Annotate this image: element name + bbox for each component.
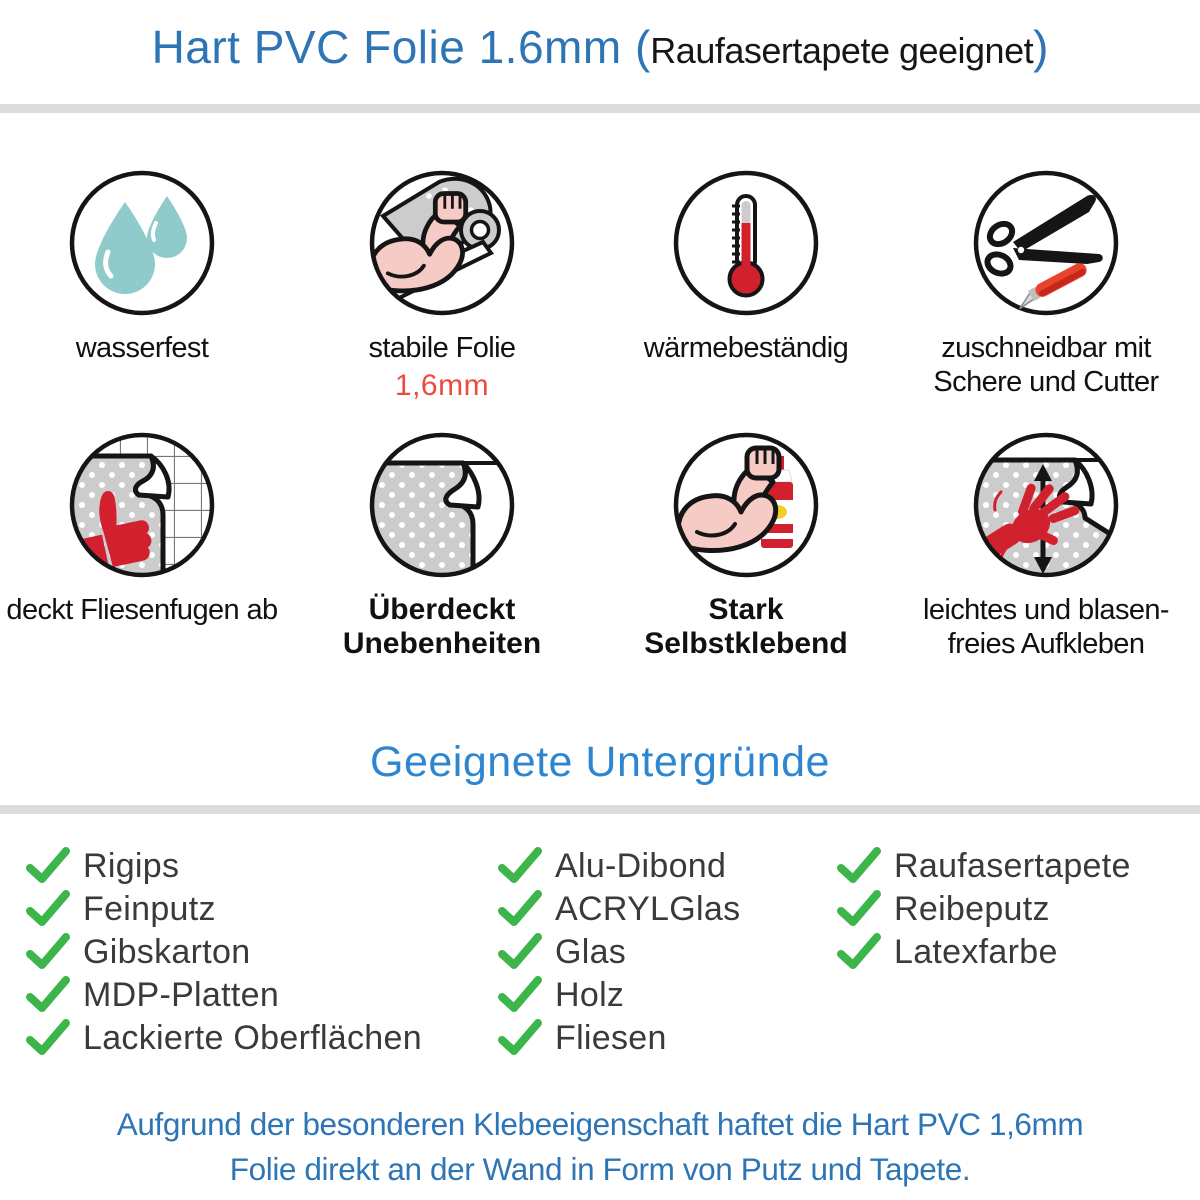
surface-item: Rigips — [25, 849, 422, 883]
scissors-cutter-icon — [971, 168, 1121, 318]
title-paren-note: Raufasertapete geeignet — [650, 30, 1034, 71]
check-icon — [25, 847, 71, 885]
check-icon — [25, 976, 71, 1014]
feature-caption: leichtes und blasen- freies Aufkleben — [923, 594, 1169, 660]
feature-ueberdeckt-unebenheiten — [292, 430, 592, 661]
hand-smoothing-film-icon — [971, 430, 1121, 580]
footer-note-line: Folie direkt an der Wand in Form von Putz und Tapete. — [229, 1151, 971, 1187]
check-icon — [497, 976, 543, 1014]
surface-item: Lackierte Oberflächen — [25, 1021, 422, 1055]
title-paren-open: ( — [634, 21, 651, 73]
feature-stark-selbstklebend — [596, 430, 896, 661]
thermometer-icon — [671, 168, 821, 318]
feature-caption: wasserfest — [75, 332, 209, 364]
title-main: Hart PVC Folie 1.6mm — [151, 21, 635, 73]
check-icon — [497, 933, 543, 971]
surface-item: Holz — [497, 978, 740, 1012]
feature-zuschneidbar — [896, 168, 1196, 399]
surface-item: Raufasertapete — [836, 849, 1131, 883]
feature-caption: Stark Selbstklebend — [644, 593, 848, 660]
feature-stabile-folie — [292, 168, 592, 403]
divider-bar-middle — [0, 805, 1200, 814]
feature-deckt-fliesenfugen — [0, 430, 292, 627]
surface-item: Reibeputz — [836, 892, 1131, 926]
water-drops-icon — [67, 168, 217, 318]
check-icon — [497, 890, 543, 928]
divider-bar-top — [0, 104, 1200, 113]
surfaces-heading: Geeignete Untergründe — [370, 738, 830, 786]
surfaces-column-3 — [836, 846, 1131, 978]
feature-leichtes-aufkleben — [896, 430, 1196, 661]
surface-item: Glas — [497, 935, 740, 969]
feature-caption: deckt Fliesenfugen ab — [6, 594, 278, 626]
surfaces-column-2 — [497, 846, 741, 1064]
surface-item: MDP-Platten — [25, 978, 422, 1012]
feature-caption: stabile Folie 1,6mm — [292, 331, 592, 403]
check-icon — [497, 847, 543, 885]
check-icon — [836, 933, 882, 971]
page-title — [0, 20, 1200, 86]
surface-item: Latexfarbe — [836, 935, 1131, 969]
check-icon — [25, 1019, 71, 1057]
muscle-arm-glue-tube-icon — [671, 430, 821, 580]
check-icon — [836, 890, 882, 928]
surface-item: Alu-Dibond — [497, 849, 740, 883]
muscle-arm-film-roll-icon — [367, 168, 517, 318]
feature-caption: wärmebeständig — [643, 332, 849, 364]
dotted-film-fold-icon — [367, 430, 517, 580]
footer-note — [0, 1102, 1200, 1192]
surface-item: Fliesen — [497, 1021, 740, 1055]
check-icon — [25, 890, 71, 928]
surface-item: Feinputz — [25, 892, 422, 926]
title-paren-close: ) — [1033, 21, 1049, 73]
surfaces-column-1 — [25, 846, 422, 1064]
thickness-label: 1,6mm — [394, 369, 490, 402]
thumbs-up-tiles-film-icon — [67, 430, 217, 580]
surface-item: Gibskarton — [25, 935, 422, 969]
footer-note-line: Aufgrund der besonderen Klebeeigenschaft haftet die Hart PVC 1,6mm — [116, 1106, 1084, 1142]
check-icon — [25, 933, 71, 971]
feature-wasserfest — [0, 168, 292, 365]
feature-waermebestaendig — [596, 168, 896, 365]
feature-caption: zuschneidbar mit Schere und Cutter — [933, 332, 1159, 398]
feature-caption: Überdeckt Unebenheiten — [342, 593, 542, 660]
surface-item: ACRYLGlas — [497, 892, 740, 926]
check-icon — [497, 1019, 543, 1057]
check-icon — [836, 847, 882, 885]
